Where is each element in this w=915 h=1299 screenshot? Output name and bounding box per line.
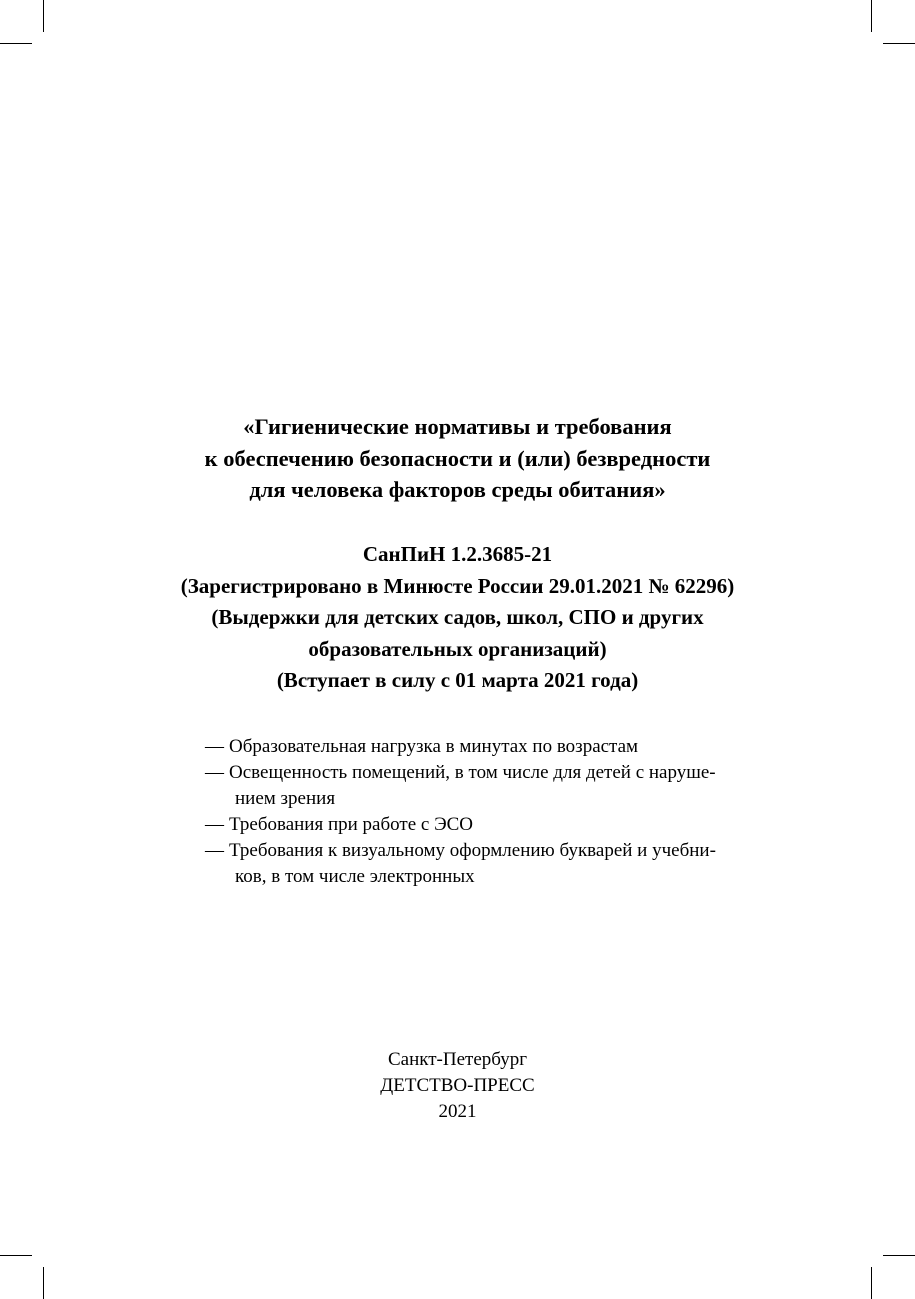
crop-mark-bottom-left (0, 1255, 32, 1256)
list-item-text: Требования при работе с ЭСО (229, 814, 474, 835)
crop-mark-bottom-right (883, 1255, 915, 1256)
list-item (205, 734, 785, 760)
imprint-city: Санкт-Петербург (387, 1049, 527, 1070)
title-line: «Гигиенические нормативы и требования (243, 414, 672, 439)
dash-bullet: — (205, 840, 224, 861)
crop-mark-bottom-left (43, 1267, 44, 1299)
list-item (205, 760, 785, 786)
dash-bullet: — (205, 814, 224, 835)
crop-mark-top-right (883, 43, 915, 44)
document-title (0, 411, 915, 506)
excerpt-note: образовательных организаций) (308, 636, 607, 661)
title-line: для человека факторов среды обитания» (249, 477, 666, 502)
list-item-continuation: ков, в том числе электронных (235, 866, 475, 887)
topics-list (205, 734, 785, 890)
crop-mark-top-right (871, 0, 872, 32)
dash-bullet: — (205, 736, 224, 757)
registration-note: (Зарегистрировано в Минюсте России 29.01.2021 № 62296) (180, 573, 735, 598)
list-item (205, 838, 785, 864)
imprint (0, 1047, 915, 1125)
list-item-text: Требования к визуальному оформлению букварей и учебни- (229, 840, 716, 861)
list-item-text: Образовательная нагрузка в минутах по возрастам (229, 736, 639, 757)
excerpt-note: (Выдержки для детских садов, школ, СПО и других (211, 605, 704, 629)
dash-bullet: — (205, 762, 224, 783)
crop-mark-bottom-right (871, 1267, 872, 1299)
sanpin-code: СанПиН 1.2.3685-21 (362, 542, 553, 566)
list-item-text: Освещенность помещений, в том числе для детей с наруше- (229, 762, 716, 783)
title-line: к обеспечению безопасности и (или) безвредности (204, 445, 711, 471)
crop-mark-top-left (0, 43, 32, 44)
imprint-publisher: ДЕТСТВО-ПРЕСС (380, 1075, 535, 1096)
effective-date-note: (Вступает в силу с 01 марта 2021 года) (276, 668, 639, 692)
list-item (205, 812, 785, 838)
list-item-continuation: нием зрения (235, 788, 336, 809)
sanpin-block (0, 539, 915, 697)
crop-mark-top-left (43, 0, 44, 32)
imprint-year: 2021 (438, 1101, 477, 1122)
